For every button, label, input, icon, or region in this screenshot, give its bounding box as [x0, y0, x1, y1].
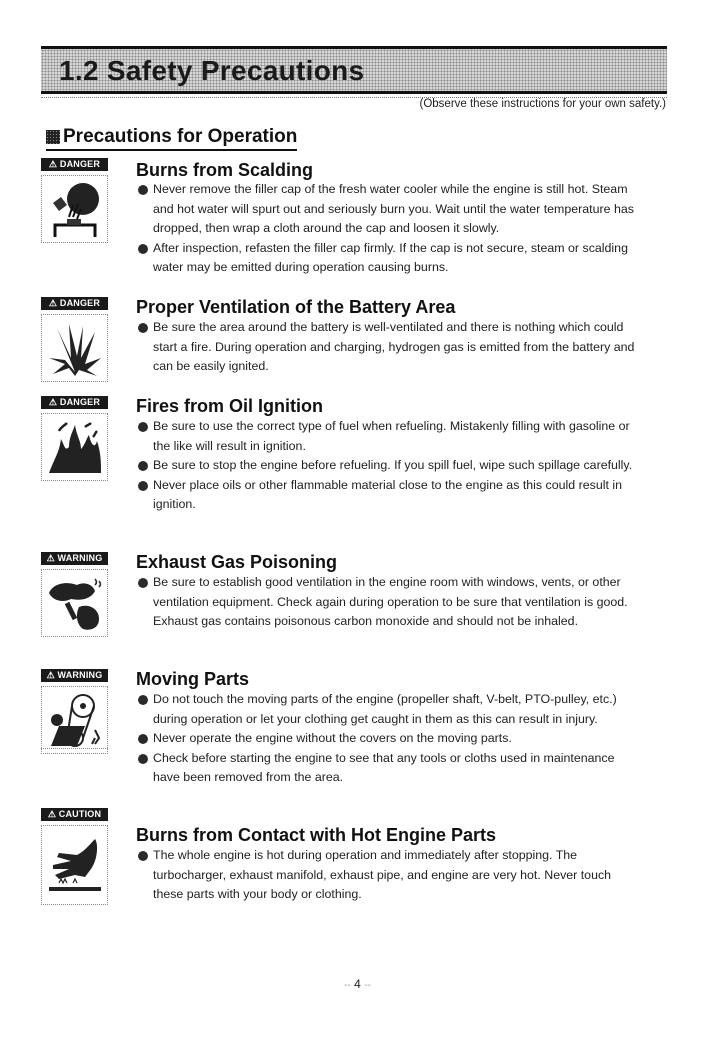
pictogram	[41, 175, 108, 243]
section-heading-text: Precautions for Operation	[63, 126, 298, 147]
pictogram	[41, 314, 108, 382]
bullet-icon	[138, 461, 148, 471]
pictogram	[41, 569, 108, 637]
square-bullet-icon	[46, 130, 60, 144]
precaution-items	[138, 573, 638, 632]
hot-water-scalding-icon	[45, 179, 105, 239]
list-item: Never place oils or other flammable material close to the engine as this could result in ignition.	[138, 476, 638, 515]
pictogram	[41, 413, 108, 481]
list-item: Never remove the filler cap of the fresh water cooler while the engine is still hot. Steam and hot water will spurt out and seriously burn you. Wait until the water temperature has dropped, then wrap a cloth around the cap and loosen it slowly.	[138, 180, 638, 239]
precaution-items	[138, 417, 638, 515]
page-number	[0, 977, 715, 991]
page-subtitle: (Observe these instructions for your own safety.)	[419, 98, 666, 110]
pictogram	[41, 825, 108, 905]
precaution-heading: Burns from Scalding	[136, 160, 314, 180]
bullet-icon	[138, 851, 148, 861]
page-number-dash-right: --	[364, 980, 371, 991]
warning-label: ⚠ WARNING	[41, 552, 108, 565]
precaution-heading: Fires from Oil Ignition	[136, 396, 324, 416]
divider	[41, 748, 108, 749]
bullet-icon	[138, 323, 148, 333]
precaution-heading: Burns from Contact with Hot Engine Parts	[136, 825, 497, 845]
danger-label: ⚠ DANGER	[41, 297, 108, 310]
hot-surface-hand-icon	[45, 835, 105, 895]
list-item: Be sure to use the correct type of fuel when refueling. Mistakenly filling with gasoline or the like will result in ignition.	[138, 417, 638, 456]
fire-icon	[45, 417, 105, 477]
bullet-icon	[138, 185, 148, 195]
precaution-heading: Exhaust Gas Poisoning	[136, 552, 338, 572]
bullet-icon	[138, 481, 148, 491]
bullet-icon	[138, 578, 148, 588]
list-item: Be sure to establish good ventilation in the engine room with windows, vents, or other ventilation equipment. Check again during operation to be sure that ventilation is good. Exhaust gas contains poisonous carbon monoxide and should not be inhaled.	[138, 573, 638, 632]
list-item: Be sure to stop the engine before refueling. If you spill fuel, wipe such spillage carefully.	[138, 456, 638, 476]
bullet-icon	[138, 422, 148, 432]
page-number-dash-left: --	[344, 980, 351, 991]
pictogram	[41, 686, 108, 754]
caution-label: ⚠ CAUTION	[41, 808, 108, 821]
precaution-items	[138, 690, 638, 788]
page-number-value: 4	[354, 977, 361, 991]
bullet-icon	[138, 695, 148, 705]
section-heading	[46, 126, 297, 151]
precaution-items	[138, 180, 638, 278]
explosion-icon	[45, 318, 105, 378]
page-title: 1.2 Safety Precautions	[59, 55, 365, 86]
danger-label: ⚠ DANGER	[41, 396, 108, 409]
exhaust-gas-icon	[45, 573, 105, 633]
danger-label: ⚠ DANGER	[41, 158, 108, 171]
warning-label: ⚠ WARNING	[41, 669, 108, 682]
title-bar	[41, 46, 667, 94]
bullet-icon	[138, 244, 148, 254]
precaution-heading: Proper Ventilation of the Battery Area	[136, 297, 456, 317]
list-item: The whole engine is hot during operation and immediately after stopping. The turbocharger, exhaust manifold, exhaust pipe, and engine are very hot. Never touch these parts with your body or clothing.	[138, 846, 638, 905]
moving-belt-icon	[45, 690, 105, 750]
bullet-icon	[138, 734, 148, 744]
precaution-items	[138, 318, 638, 377]
list-item: Be sure the area around the battery is well-ventilated and there is nothing which could start a fire. During operation and charging, hydrogen gas is emitted from the battery and can be easily ignited.	[138, 318, 638, 377]
list-item: After inspection, refasten the filler cap firmly. If the cap is not secure, steam or scalding water may be emitted during operation causing burns.	[138, 239, 638, 278]
precaution-items	[138, 846, 638, 905]
list-item: Do not touch the moving parts of the engine (propeller shaft, V-belt, PTO-pulley, etc.) during operation or let your clothing get caught in them as this can result in injury.	[138, 690, 638, 729]
list-item: Check before starting the engine to see that any tools or cloths used in maintenance have been removed from the area.	[138, 749, 638, 788]
list-item: Never operate the engine without the covers on the moving parts.	[138, 729, 638, 749]
precaution-heading: Moving Parts	[136, 669, 250, 689]
bullet-icon	[138, 754, 148, 764]
